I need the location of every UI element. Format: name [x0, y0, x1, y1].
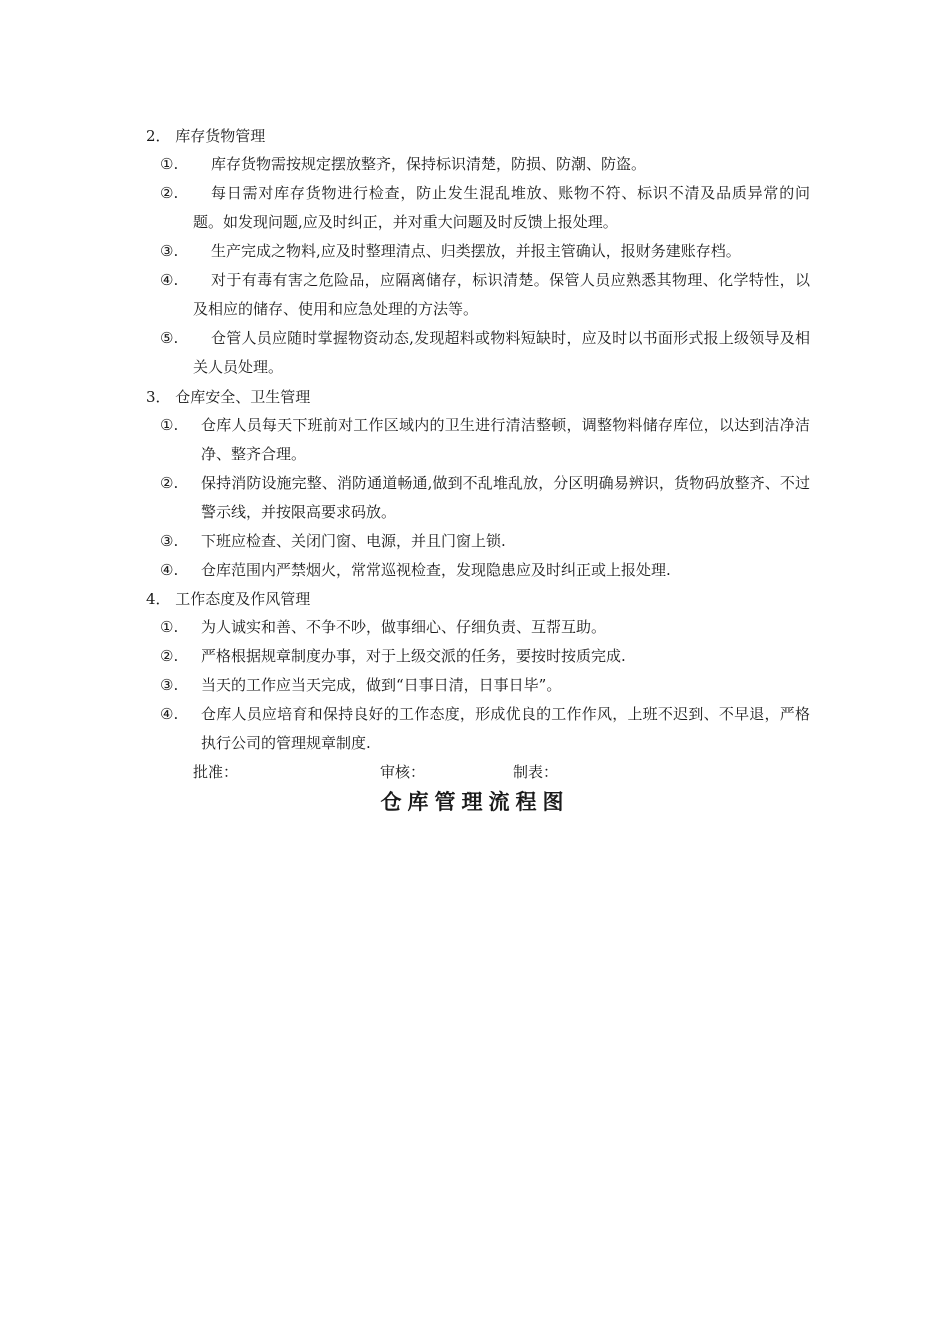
item-number: ③. [160, 532, 179, 550]
item-number: ④. [160, 271, 179, 289]
item-number: ①. [160, 416, 179, 434]
section-2-item-3 [160, 237, 810, 266]
section-2-item-1 [160, 150, 810, 179]
item-number: ③. [160, 242, 179, 260]
item-text: 严格根据规章制度办事，对于上级交派的任务，要按时按质完成. [201, 647, 626, 665]
section-3-item-3 [160, 527, 810, 556]
item-text: 库存货物需按规定摆放整齐，保持标识清楚，防损、防潮、防盗。 [211, 155, 647, 173]
flow-chart-title: 仓库管理流程图 [380, 790, 570, 814]
item-text: 生产完成之物料,应及时整理清点、归类摆放，并报主管确认，报财务建账存档。 [211, 242, 741, 260]
item-number: ②. [160, 184, 179, 202]
section-3-heading: 3． 仓库安全、卫生管理 [146, 388, 311, 406]
item-number: ①. [160, 618, 179, 636]
item-text: 仓管人员应随时掌握物资动态,发现超料或物料短缺时，应及时以书面形式报上级领导及相关人员处理。 [193, 329, 810, 376]
item-number: ②. [160, 647, 179, 665]
item-text: 为人诚实和善、不争不吵，做事细心、仔细负责、互帮互助。 [201, 618, 607, 636]
item-number: ③. [160, 676, 179, 694]
item-number: ⑤. [160, 329, 179, 347]
item-text: 对于有毒有害之危险品，应隔离储存，标识清楚。保管人员应熟悉其物理、化学特性，以及相应的储存、使用和应急处理的方法等。 [193, 271, 810, 318]
item-text: 当天的工作应当天完成，做到“日事日清，日事日毕”。 [201, 676, 562, 694]
section-3-item-1 [160, 411, 810, 469]
item-text: 下班应检查、关闭门窗、电源，并且门窗上锁. [201, 532, 506, 550]
item-text: 仓库范围内严禁烟火，常常巡视检查，发现隐患应及时纠正或上报处理. [201, 561, 671, 579]
section-4-item-1 [160, 613, 810, 642]
section-3-item-2 [160, 469, 810, 527]
item-text: 仓库人员应培育和保持良好的工作态度，形成优良的工作作风，上班不迟到、不早退，严格执行公司的管理规章制度. [201, 705, 810, 752]
item-number: ②. [160, 474, 179, 492]
item-number: ④. [160, 705, 179, 723]
item-text: 保持消防设施完整、消防通道畅通,做到不乱堆乱放，分区明确易辨识，货物码放整齐、不过警示线，并按限高要求码放。 [201, 474, 810, 521]
review-label: 审核： [380, 763, 426, 781]
approve-label: 批准： [193, 763, 239, 781]
section-2-heading: 2． 库存货物管理 [146, 127, 266, 145]
item-text: 仓库人员每天下班前对工作区域内的卫生进行清洁整顿，调整物料储存库位，以达到洁净洁净、整齐合理。 [201, 416, 810, 463]
section-4-item-4 [160, 700, 810, 758]
item-number: ①. [160, 155, 179, 173]
section-4-heading: 4． 工作态度及作风管理 [146, 590, 311, 608]
item-text: 每日需对库存货物进行检查，防止发生混乱堆放、账物不符、标识不清及品质异常的问题。如发现问题,应及时纠正，并对重大问题及时反馈上报处理。 [193, 184, 810, 231]
section-2-item-4 [160, 266, 810, 324]
prepare-label: 制表： [513, 763, 559, 781]
item-number: ④. [160, 561, 179, 579]
section-4-item-2 [160, 642, 810, 671]
section-2-item-2 [160, 179, 810, 237]
section-2-item-5 [160, 324, 810, 382]
section-4-item-3 [160, 671, 810, 700]
section-3-item-4 [160, 556, 810, 585]
